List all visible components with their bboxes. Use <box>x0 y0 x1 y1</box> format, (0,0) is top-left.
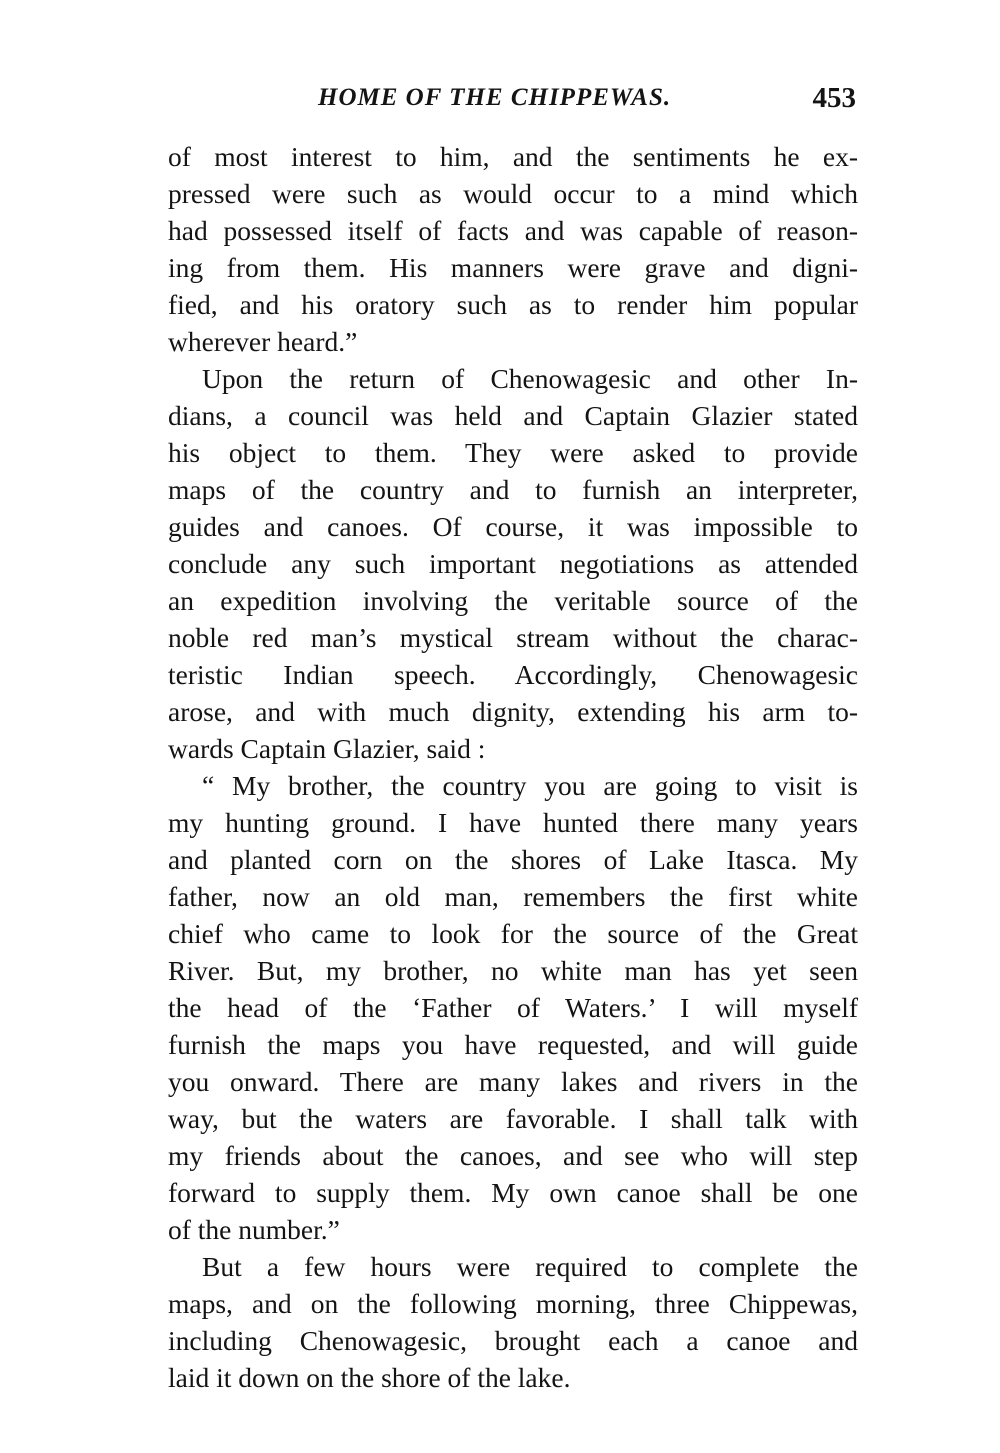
text-line: wherever heard.” <box>168 326 358 357</box>
text-line: and planted corn on the shores of Lake Itasca. My <box>168 844 858 875</box>
text-line: arose, and with much dignity, extending his arm to- <box>168 696 858 727</box>
text-line: an expedition involving the veritable source of the <box>168 585 858 616</box>
text-line: way, but the waters are favorable. I shall talk with <box>168 1103 858 1134</box>
text-line: But a few hours were required to complete the <box>202 1251 858 1282</box>
text-line: maps of the country and to furnish an interpreter, <box>168 474 858 505</box>
text-line: father, now an old man, remembers the first white <box>168 881 858 912</box>
running-title: HOME OF THE CHIPPEWAS. <box>318 84 672 111</box>
text-line: ing from them. His manners were grave and digni- <box>168 252 858 283</box>
text-line: you onward. There are many lakes and rivers in the <box>168 1066 858 1097</box>
text-line: had possessed itself of facts and was capable of reason- <box>168 215 858 246</box>
text-line: forward to supply them. My own canoe shall be one <box>168 1177 858 1208</box>
text-line: including Chenowagesic, brought each a canoe and <box>168 1325 858 1356</box>
text-line: fied, and his oratory such as to render him popular <box>168 289 858 320</box>
body-text <box>168 138 858 1396</box>
text-line: laid it down on the shore of the lake. <box>168 1362 571 1393</box>
paragraph <box>168 360 858 767</box>
text-line: “ My brother, the country you are going to visit is <box>202 770 858 801</box>
text-line: conclude any such important negotiations as attended <box>168 548 858 579</box>
text-line: pressed were such as would occur to a mind which <box>168 178 858 209</box>
text-line: teristic Indian speech. Accordingly, Chenowagesic <box>168 659 858 690</box>
text-line: of most interest to him, and the sentiments he ex- <box>168 141 858 172</box>
text-line: chief who came to look for the source of the Great <box>168 918 858 949</box>
text-line: dians, a council was held and Captain Glazier stated <box>168 400 858 431</box>
text-line: Upon the return of Chenowagesic and other In- <box>202 363 858 394</box>
text-line: my friends about the canoes, and see who will step <box>168 1140 858 1171</box>
text-line: guides and canoes. Of course, it was impossible to <box>168 511 858 542</box>
text-line: his object to them. They were asked to provide <box>168 437 858 468</box>
text-line: River. But, my brother, no white man has yet seen <box>168 955 858 986</box>
text-line: furnish the maps you have requested, and will guide <box>168 1029 858 1060</box>
text-line: the head of the ‘Father of Waters.’ I will myself <box>168 992 858 1023</box>
text-line: of the number.” <box>168 1214 340 1245</box>
text-line: noble red man’s mystical stream without the charac- <box>168 622 858 653</box>
text-line: my hunting ground. I have hunted there many years <box>168 807 858 838</box>
running-header <box>168 78 858 118</box>
text-line: wards Captain Glazier, said : <box>168 733 486 764</box>
text-line: maps, and on the following morning, three Chippewas, <box>168 1288 858 1319</box>
page-number: 453 <box>812 82 856 114</box>
paragraph <box>168 138 858 360</box>
paragraph <box>168 1248 858 1396</box>
paragraph <box>168 767 858 1248</box>
